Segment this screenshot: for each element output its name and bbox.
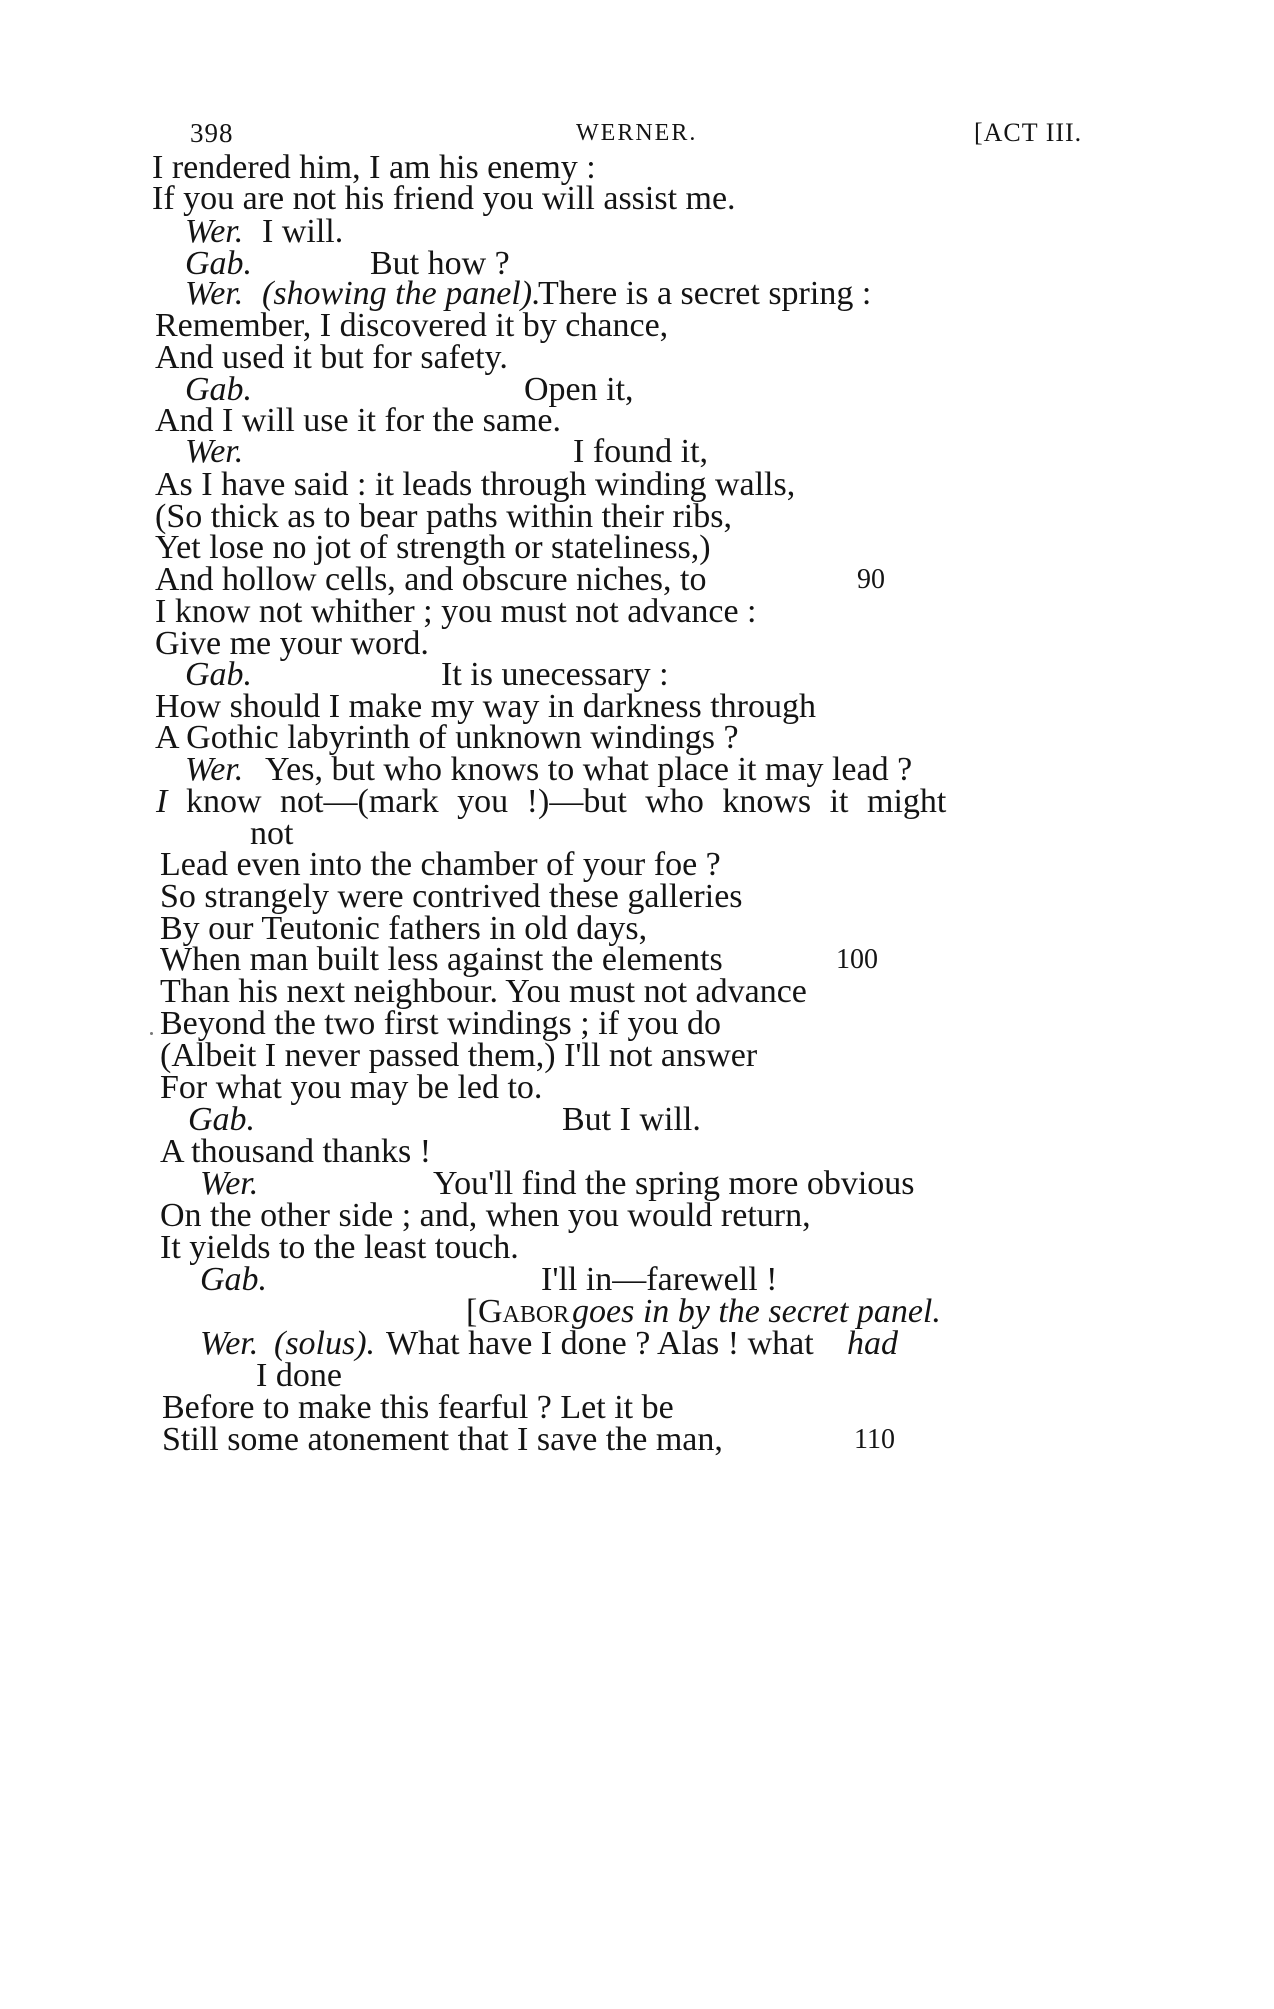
line-text: Than his next neighbour. You must not advance: [160, 973, 807, 1010]
speaker-name: Gab.: [188, 1101, 256, 1138]
line-text: Open it,: [524, 371, 634, 408]
line-text: I know not whither ; you must not advance :: [155, 593, 757, 630]
speaker-name: Gab.: [185, 371, 253, 408]
act-label: [ACT III.: [974, 118, 1083, 147]
speaker-name: Wer.: [200, 1165, 259, 1202]
line-text: know not—(mark you !)—but who knows it might: [186, 783, 947, 820]
line-text: When man built less against the elements: [160, 941, 723, 978]
line-text: By our Teutonic fathers in old days,: [160, 910, 648, 947]
line-text: A thousand thanks !: [160, 1133, 432, 1170]
line-number: 90: [857, 564, 885, 595]
line-text: not: [250, 815, 294, 852]
running-title: WERNER.: [576, 120, 698, 146]
line-text: Yet lose no jot of strength or stateliness,): [155, 529, 711, 566]
line-text: For what you may be led to.: [160, 1069, 543, 1106]
line-text: (Albeit I never passed them,) I'll not answer: [160, 1037, 758, 1074]
margin-speck: [150, 1032, 153, 1035]
line-text: On the other side ; and, when you would return,: [160, 1197, 811, 1234]
line-text: There is a secret spring :: [538, 275, 872, 312]
stage-direction: (solus).: [274, 1325, 376, 1362]
character-name: Gabor: [478, 1293, 570, 1330]
line-text: What have I done ? Alas ! what: [386, 1325, 814, 1362]
line-text: It is unecessary :: [441, 656, 669, 693]
verse-line: [0, 1420, 1274, 1460]
line-text: How should I make my way in darkness through: [155, 688, 817, 725]
line-text: If you are not his friend you will assist me.: [152, 180, 736, 217]
speaker-name: Wer.: [200, 1325, 259, 1362]
line-text: But I will.: [562, 1101, 701, 1138]
line-text: I rendered him, I am his enemy :: [152, 149, 596, 186]
line-number: 100: [836, 944, 878, 975]
emphasized-word: had: [847, 1325, 898, 1362]
speaker-name: Gab.: [185, 245, 253, 282]
speaker-name: Wer.: [185, 433, 244, 470]
line-text: Yes, but who knows to what place it may lead ?: [265, 751, 913, 788]
line-number: 110: [854, 1424, 895, 1455]
line-text: I done: [256, 1357, 342, 1394]
line-text: It yields to the least touch.: [160, 1229, 519, 1266]
line-text: A Gothic labyrinth of unknown windings ?: [155, 719, 739, 756]
line-text: As I have said : it leads through winding walls,: [155, 466, 796, 503]
line-text: But how ?: [370, 245, 510, 282]
line-text: Beyond the two first windings ; if you do: [160, 1005, 721, 1042]
emphasized-word: I: [156, 783, 168, 820]
line-text: And used it but for safety.: [155, 339, 508, 376]
line-text: Lead even into the chamber of your foe ?: [160, 846, 721, 883]
page-number: 398: [190, 118, 234, 148]
line-text: And hollow cells, and obscure niches, to: [155, 561, 707, 598]
line-text: Before to make this fearful ? Let it be: [162, 1389, 674, 1426]
line-text: And I will use it for the same.: [155, 402, 562, 439]
line-text: So strangely were contrived these galleries: [160, 878, 743, 915]
line-text: I will.: [262, 213, 344, 250]
speaker-name: Wer.: [185, 751, 244, 788]
line-text: (So thick as to bear paths within their ribs,: [155, 498, 732, 535]
bracket: [: [466, 1293, 478, 1330]
speaker-name: Wer.: [185, 275, 244, 312]
speaker-name: Gab.: [185, 656, 253, 693]
stage-direction: goes in by the secret panel.: [572, 1293, 941, 1330]
line-text: Give me your word.: [155, 625, 429, 662]
line-text: You'll find the spring more obvious: [433, 1165, 915, 1202]
stage-direction: (showing the panel).: [262, 275, 541, 312]
speaker-name: Wer.: [185, 213, 244, 250]
line-text: I'll in—farewell !: [541, 1261, 778, 1298]
speaker-name: Gab.: [200, 1261, 268, 1298]
line-text: I found it,: [573, 433, 709, 470]
line-text: Remember, I discovered it by chance,: [155, 307, 669, 344]
line-text: Still some atonement that I save the man,: [162, 1421, 723, 1458]
